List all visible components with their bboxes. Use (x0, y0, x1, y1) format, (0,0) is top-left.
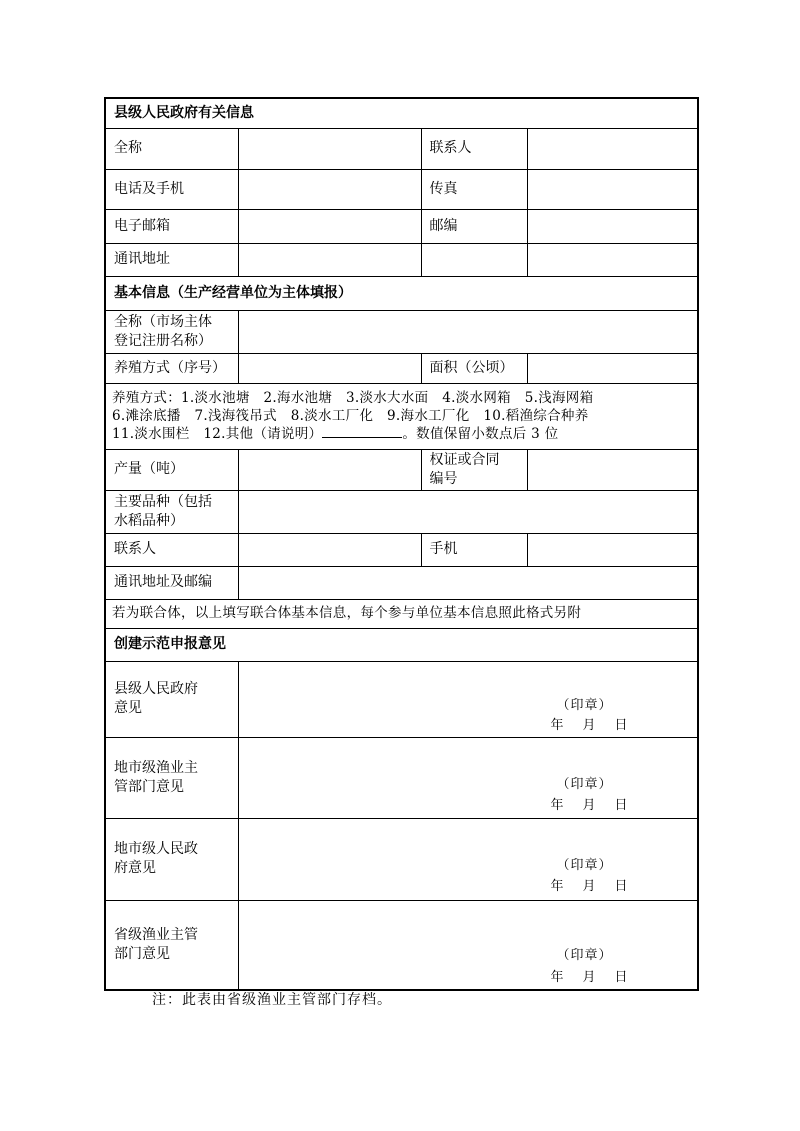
section-basic-title: 基本信息（生产经营单位为主体填报） (105, 276, 698, 310)
seal-text: （印章） (556, 857, 613, 873)
date-month: 月 (582, 969, 597, 985)
date-day: 日 (614, 717, 629, 733)
opinion-label-line2: 意见 (114, 700, 142, 716)
other-blank[interactable] (322, 425, 402, 438)
basic-row-species (105, 490, 698, 533)
opinion-row (105, 818, 698, 900)
gov-row-address (105, 243, 698, 276)
method-note-line3-b: 。数值保留小数点后 3 位 (402, 426, 559, 442)
opinion-label (105, 737, 238, 818)
basic-method-label: 养殖方式（序号） (105, 353, 238, 383)
basic-row-output (105, 449, 698, 490)
basic-mobile-field[interactable] (527, 533, 698, 566)
opinion-label (105, 661, 238, 737)
basic-full-name-label-line1: 全称（市场主体 (114, 313, 212, 330)
application-form-table (104, 97, 699, 991)
basic-row-method (105, 353, 698, 383)
date-line (551, 716, 647, 735)
opinion-label-line2: 管部门意见 (114, 778, 184, 795)
opinion-row (105, 900, 698, 990)
gov-postcode-field[interactable] (527, 209, 698, 243)
footnote: 注：此表由省级渔业主管部门存档。 (152, 992, 392, 1008)
date-year: 年 (550, 878, 565, 894)
gov-phone-field[interactable] (238, 169, 421, 209)
gov-address-field-a[interactable] (238, 243, 421, 276)
basic-method-note (105, 383, 698, 449)
gov-phone-label: 电话及手机 (105, 169, 238, 209)
seal-text: （印章） (556, 697, 613, 713)
opinion-label-line2: 部门意见 (114, 945, 170, 962)
opinion-field[interactable] (238, 818, 698, 900)
basic-row-consortium-note (105, 599, 698, 628)
basic-method-field[interactable] (238, 353, 421, 383)
gov-email-field[interactable] (238, 209, 421, 243)
date-year: 年 (550, 969, 565, 985)
date-month: 月 (582, 878, 597, 894)
gov-full-name-field[interactable] (238, 128, 421, 169)
basic-species-field[interactable] (238, 490, 698, 533)
gov-contact-label: 联系人 (421, 128, 527, 169)
gov-email-label: 电子邮箱 (105, 209, 238, 243)
gov-row-email (105, 209, 698, 243)
date-year: 年 (550, 717, 565, 733)
date-line (551, 877, 647, 896)
basic-mobile-label: 手机 (421, 533, 527, 566)
gov-fax-label: 传真 (421, 169, 527, 209)
basic-row-address (105, 566, 698, 599)
date-month: 月 (582, 797, 597, 813)
opinion-label-line1: 县级人民政府 (114, 681, 198, 697)
gov-fax-field[interactable] (527, 169, 698, 209)
basic-species-label-line1: 主要品种（包括 (114, 493, 212, 510)
method-note-line3 (112, 425, 697, 443)
section-opinion-title: 创建示范申报意见 (105, 628, 698, 661)
date-day: 日 (614, 797, 629, 813)
basic-address-postcode-field[interactable] (238, 566, 698, 599)
seal-text: （印章） (556, 947, 613, 963)
section-gov-header (105, 98, 698, 128)
basic-license-label (421, 449, 527, 490)
section-basic-header (105, 276, 698, 310)
method-note-line1: 养殖方式：1.淡水池塘 2.海水池塘 3.淡水大水面 4.淡水网箱 5.浅海网箱 (112, 390, 594, 406)
method-note-line3-a: 11.淡水围栏 12.其他（请说明） (112, 426, 323, 442)
opinion-label-line1: 地市级人民政 (114, 841, 198, 857)
opinion-field[interactable] (238, 661, 698, 737)
date-year: 年 (550, 797, 565, 813)
basic-license-label-line1: 权证或合同 (429, 451, 500, 468)
gov-address-field-c[interactable] (527, 243, 698, 276)
method-note-line2: 6.滩涂底播 7.浅海筏吊式 8.淡水工厂化 9.海水工厂化 10.稻渔综合种养 (112, 408, 589, 424)
date-month: 月 (582, 717, 597, 733)
gov-contact-field[interactable] (527, 128, 698, 169)
consortium-note: 若为联合体，以上填写联合体基本信息，每个参与单位基本信息照此格式另附 (105, 599, 698, 628)
basic-contact-field[interactable] (238, 533, 421, 566)
basic-area-field[interactable] (527, 353, 698, 383)
basic-species-label (105, 490, 238, 533)
basic-species-label-line2: 水稻品种） (114, 512, 184, 529)
gov-address-label: 通讯地址 (105, 243, 238, 276)
seal-text: （印章） (556, 776, 613, 792)
basic-row-method-note (105, 383, 698, 449)
opinion-label (105, 900, 238, 990)
opinion-row (105, 661, 698, 737)
section-opinion-header (105, 628, 698, 661)
gov-row-name (105, 128, 698, 169)
basic-row-name (105, 310, 698, 353)
basic-area-label: 面积（公顷） (421, 353, 527, 383)
date-line (551, 796, 647, 815)
date-day: 日 (614, 878, 629, 894)
section-gov-title: 县级人民政府有关信息 (105, 98, 698, 128)
basic-contact-label: 联系人 (105, 533, 238, 566)
basic-row-contact (105, 533, 698, 566)
gov-postcode-label: 邮编 (421, 209, 527, 243)
opinion-label (105, 818, 238, 900)
opinion-label-line1: 地市级渔业主 (114, 759, 198, 776)
opinion-label-line2: 府意见 (114, 860, 156, 876)
opinion-row (105, 737, 698, 818)
basic-full-name-label (105, 310, 238, 353)
basic-license-label-line2: 编号 (429, 470, 458, 487)
basic-license-field[interactable] (527, 449, 698, 490)
date-line (551, 968, 647, 987)
gov-address-field-b[interactable] (421, 243, 527, 276)
basic-full-name-label-line2: 登记注册名称） (114, 332, 212, 349)
basic-full-name-field[interactable] (238, 310, 698, 353)
opinion-label-line1: 省级渔业主管 (114, 926, 198, 943)
gov-row-phone (105, 169, 698, 209)
opinion-field[interactable] (238, 900, 698, 990)
basic-output-field[interactable] (238, 449, 421, 490)
basic-address-postcode-label: 通讯地址及邮编 (105, 566, 238, 599)
date-day: 日 (614, 969, 629, 985)
basic-output-label: 产量（吨） (105, 449, 238, 490)
gov-full-name-label: 全称 (105, 128, 238, 169)
opinion-field[interactable] (238, 737, 698, 818)
